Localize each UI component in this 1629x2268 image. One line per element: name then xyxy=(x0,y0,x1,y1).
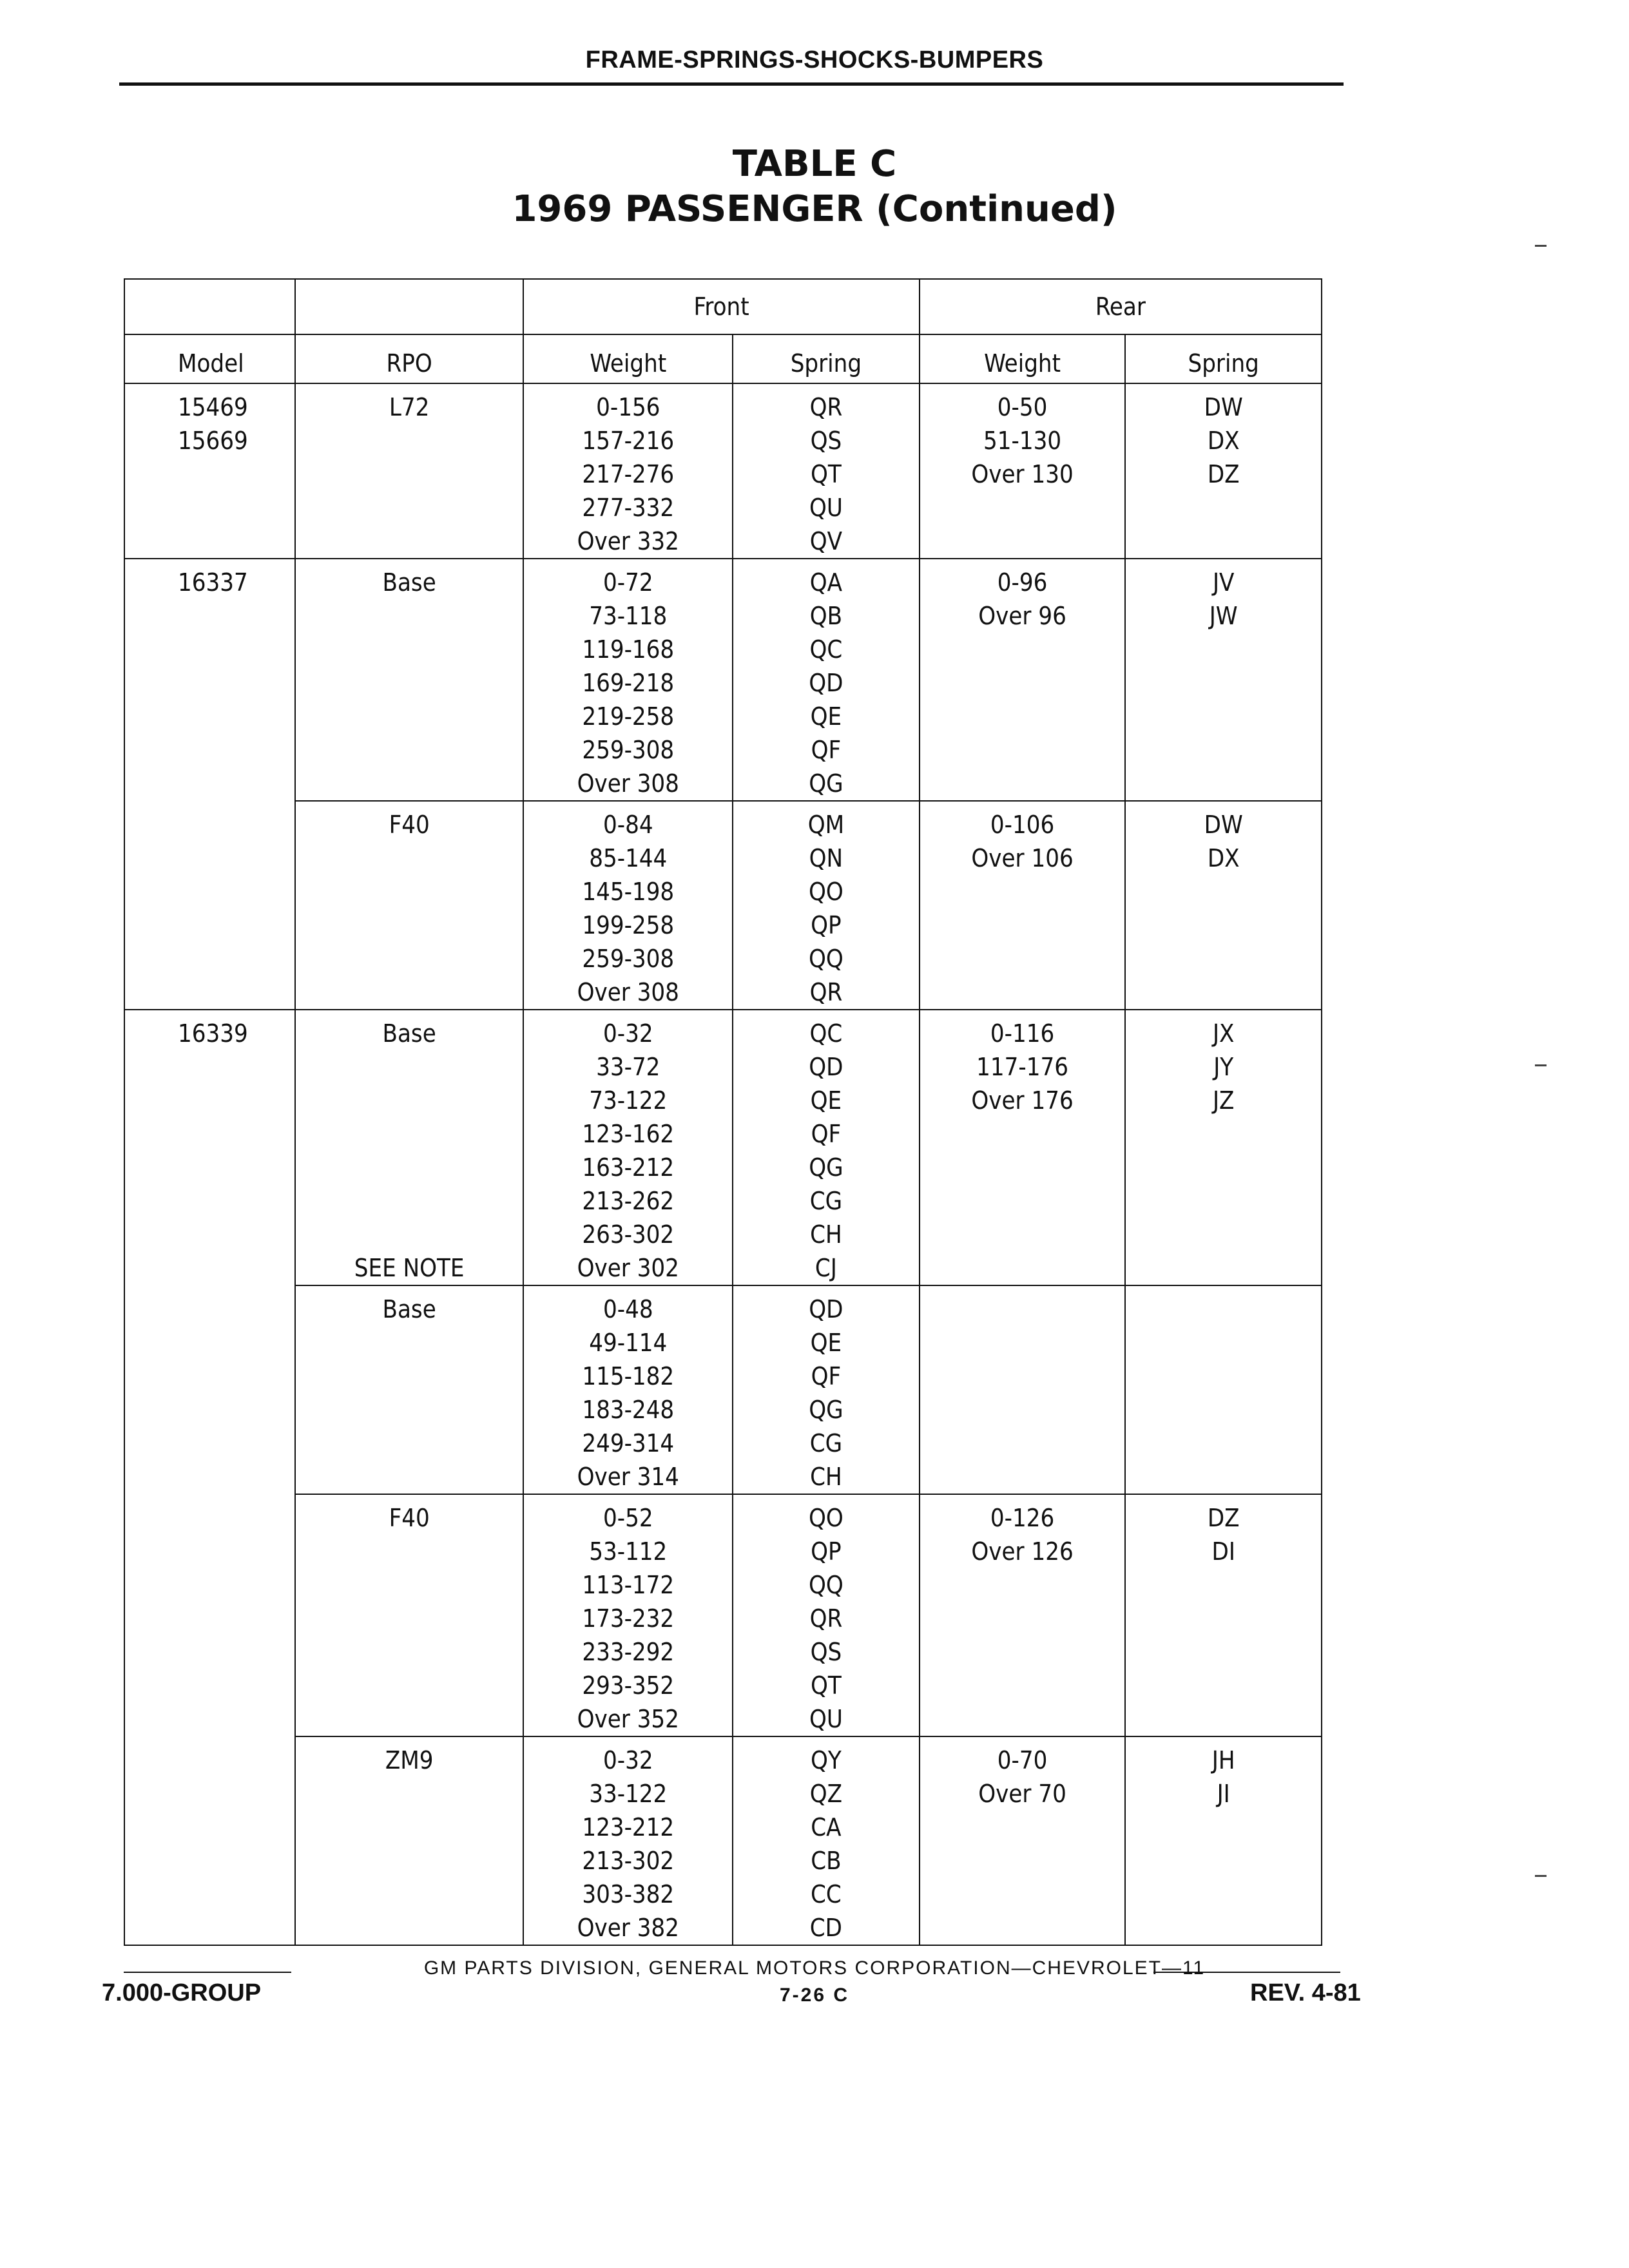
rpo-cell xyxy=(295,559,524,801)
front-spring-value: QD xyxy=(809,1053,843,1081)
front-weight-value: 213-262 xyxy=(582,1187,675,1215)
rpo-code xyxy=(296,1050,523,1084)
rear-weight-value: Over 70 xyxy=(978,1780,1066,1808)
rpo-cell xyxy=(295,1285,524,1494)
front-weight-cell xyxy=(523,383,733,559)
front-spring-value: QO xyxy=(809,878,843,906)
front-weight-value: Over 332 xyxy=(577,527,679,555)
front-weight-value: 73-118 xyxy=(589,602,668,630)
rear-spring-value: JI xyxy=(1217,1780,1230,1808)
rear-weight-value: Over 130 xyxy=(971,460,1074,488)
front-weight-value: 0-84 xyxy=(602,811,653,839)
front-weight-value: 169-218 xyxy=(582,669,675,697)
front-weight-cell xyxy=(523,1285,733,1494)
rpo-code: L72 xyxy=(389,393,430,421)
front-spring-value: QD xyxy=(809,1295,843,1323)
front-spring-value: QC xyxy=(809,1019,843,1048)
rpo-code xyxy=(296,1184,523,1218)
front-weight-value: 303-382 xyxy=(582,1880,675,1908)
front-weight-value: 233-292 xyxy=(582,1638,675,1666)
model-number: 16337 xyxy=(178,568,248,597)
front-weight-value: 0-32 xyxy=(602,1746,653,1774)
front-weight-value: Over 352 xyxy=(577,1705,679,1733)
front-spring-cell xyxy=(733,801,920,1010)
front-spring-cell xyxy=(733,383,920,559)
front-weight-value: 293-352 xyxy=(582,1671,675,1700)
spring-table xyxy=(124,278,1322,1946)
front-weight-value: 123-162 xyxy=(582,1120,675,1148)
front-spring-value: CB xyxy=(811,1847,842,1875)
rear-spring-cell xyxy=(1125,801,1322,1010)
front-spring-value: QE xyxy=(810,702,842,731)
table-row xyxy=(124,559,1322,801)
front-weight-value: 183-248 xyxy=(582,1396,675,1424)
front-spring-value: QM xyxy=(807,811,845,839)
rear-weight-value: Over 106 xyxy=(971,844,1074,872)
model-number: 15469 xyxy=(178,393,248,421)
rpo-code: ZM9 xyxy=(385,1746,434,1774)
rear-weight-cell xyxy=(920,1494,1126,1736)
front-spring-cell xyxy=(733,1494,920,1736)
front-weight-value: 0-52 xyxy=(602,1504,653,1532)
front-spring-value: QG xyxy=(809,1396,843,1424)
front-weight-cell xyxy=(523,1010,733,1285)
front-weight-value: 263-302 xyxy=(582,1220,675,1249)
front-weight-value: 163-212 xyxy=(582,1153,675,1182)
model-number: 16339 xyxy=(178,1019,248,1048)
rpo-code: SEE NOTE xyxy=(354,1254,465,1282)
front-spring-value: QF xyxy=(811,1362,842,1390)
front-weight-value: 157-216 xyxy=(582,427,675,455)
front-weight-value: 115-182 xyxy=(582,1362,675,1390)
front-weight-cell xyxy=(523,559,733,801)
header-blank-rpo xyxy=(295,279,524,334)
rpo-code: Base xyxy=(382,1295,436,1323)
rear-spring-value: DX xyxy=(1207,844,1240,872)
table-row xyxy=(124,1494,1322,1736)
front-weight-value: 199-258 xyxy=(582,911,675,939)
rear-spring-cell xyxy=(1125,559,1322,801)
front-spring-value: QP xyxy=(811,911,842,939)
front-spring-value: QV xyxy=(809,527,843,555)
front-weight-value: Over 302 xyxy=(577,1254,679,1282)
table-title-line-1: TABLE C xyxy=(732,143,897,185)
footer-revision: REV. 4-81 xyxy=(1250,1979,1361,2006)
section-header-title: FRAME-SPRINGS-SHOCKS-BUMPERS xyxy=(585,46,1044,73)
front-spring-value: CG xyxy=(809,1187,843,1215)
model-cell xyxy=(124,1010,295,1945)
front-spring-value: QF xyxy=(811,736,842,764)
rear-weight-value: 0-116 xyxy=(990,1019,1055,1048)
table-title xyxy=(0,142,1629,232)
front-weight-value: 0-32 xyxy=(602,1019,653,1048)
front-weight-value: 0-156 xyxy=(596,393,660,421)
table-row xyxy=(124,1736,1322,1945)
rear-weight-value: 0-126 xyxy=(990,1504,1055,1532)
rear-weight-cell xyxy=(920,1285,1126,1494)
rpo-code: F40 xyxy=(389,811,430,839)
rpo-cell xyxy=(295,1494,524,1736)
rpo-cell xyxy=(295,801,524,1010)
front-spring-value: QD xyxy=(809,669,843,697)
front-spring-cell xyxy=(733,1285,920,1494)
front-spring-value: QN xyxy=(809,844,843,872)
table-row xyxy=(124,1010,1322,1285)
rear-weight-value: Over 176 xyxy=(971,1086,1074,1115)
front-weight-value: 85-144 xyxy=(589,844,668,872)
front-weight-value: 119-168 xyxy=(582,635,675,664)
rear-spring-value: JW xyxy=(1209,602,1238,630)
front-weight-value: 219-258 xyxy=(582,702,675,731)
rear-weight-cell xyxy=(920,559,1126,801)
rpo-code xyxy=(296,1151,523,1184)
rear-weight-cell xyxy=(920,1736,1126,1945)
table-row xyxy=(124,1285,1322,1494)
front-spring-value: CG xyxy=(809,1429,843,1457)
rear-spring-value: DI xyxy=(1211,1537,1235,1566)
rear-spring-value: DW xyxy=(1204,811,1243,839)
rear-spring-cell xyxy=(1125,1010,1322,1285)
front-spring-value: QR xyxy=(809,978,843,1006)
footer-page-number: 7-26 C xyxy=(779,1984,850,2006)
front-weight-cell xyxy=(523,1494,733,1736)
front-spring-cell xyxy=(733,1736,920,1945)
rear-spring-value: JZ xyxy=(1212,1086,1235,1115)
front-spring-value: QU xyxy=(809,1705,843,1733)
rpo-code: Base xyxy=(382,568,436,597)
rear-spring-value: DW xyxy=(1204,393,1243,421)
model-cell xyxy=(124,383,295,559)
rear-spring-value: DX xyxy=(1207,427,1240,455)
rear-weight-value: 51-130 xyxy=(983,427,1062,455)
front-spring-value: QG xyxy=(809,769,843,798)
rpo-code xyxy=(296,1084,523,1117)
header-rear: Rear xyxy=(920,279,1322,334)
front-spring-value: QS xyxy=(810,427,842,455)
front-weight-value: 145-198 xyxy=(582,878,675,906)
front-weight-value: 213-302 xyxy=(582,1847,675,1875)
rear-weight-value: Over 126 xyxy=(971,1537,1074,1566)
rear-spring-cell xyxy=(1125,383,1322,559)
front-spring-value: QF xyxy=(811,1120,842,1148)
front-spring-value: CJ xyxy=(815,1254,837,1282)
front-weight-value: 33-122 xyxy=(589,1780,668,1808)
rear-weight-value: 0-70 xyxy=(997,1746,1048,1774)
header-front: Front xyxy=(523,279,919,334)
front-spring-value: QR xyxy=(809,1604,843,1633)
front-spring-value: QY xyxy=(811,1746,842,1774)
rpo-cell xyxy=(295,1010,524,1285)
front-spring-value: QT xyxy=(811,460,842,488)
front-spring-value: QE xyxy=(810,1086,842,1115)
front-spring-value: QP xyxy=(811,1537,842,1566)
front-weight-value: 277-332 xyxy=(582,494,675,522)
rpo-code: F40 xyxy=(389,1504,430,1532)
table-row xyxy=(124,801,1322,1010)
front-weight-value: Over 308 xyxy=(577,769,679,798)
rear-weight-value: Over 96 xyxy=(978,602,1066,630)
rear-spring-cell xyxy=(1125,1736,1322,1945)
header-front-weight: Weight xyxy=(523,334,733,383)
front-spring-cell xyxy=(733,559,920,801)
rear-weight-value: 0-96 xyxy=(997,568,1048,597)
front-weight-value: Over 314 xyxy=(577,1463,679,1491)
margin-mark xyxy=(1535,245,1547,247)
front-weight-value: 249-314 xyxy=(582,1429,675,1457)
front-spring-value: QR xyxy=(809,393,843,421)
front-spring-value: QQ xyxy=(809,945,843,973)
front-spring-value: CH xyxy=(810,1463,842,1491)
rear-spring-value: JX xyxy=(1212,1019,1235,1048)
front-spring-value: QT xyxy=(811,1671,842,1700)
front-weight-value: 53-112 xyxy=(589,1537,668,1566)
front-weight-value: 73-122 xyxy=(589,1086,668,1115)
front-spring-value: QC xyxy=(809,635,843,664)
front-spring-value: QZ xyxy=(809,1780,843,1808)
front-weight-value: 123-212 xyxy=(582,1813,675,1841)
front-weight-cell xyxy=(523,801,733,1010)
front-spring-value: CH xyxy=(810,1220,842,1249)
margin-mark xyxy=(1535,1064,1547,1066)
table-title-line-2: 1969 PASSENGER (Continued) xyxy=(512,188,1117,230)
front-spring-value: CC xyxy=(811,1880,842,1908)
rear-spring-value: JH xyxy=(1211,1746,1235,1774)
footer-group: 7.000-GROUP xyxy=(102,1979,262,2006)
table-row xyxy=(124,383,1322,559)
rear-weight-value: 117-176 xyxy=(976,1053,1068,1081)
rear-weight-value: 0-50 xyxy=(997,393,1048,421)
front-weight-value: 173-232 xyxy=(582,1604,675,1633)
footer-publisher: GM PARTS DIVISION, GENERAL MOTORS CORPORATION—CHEVROLET—11 xyxy=(423,1957,1206,1979)
front-weight-value: 259-308 xyxy=(582,736,675,764)
header-rule xyxy=(119,82,1344,86)
front-spring-value: QG xyxy=(809,1153,843,1182)
rear-spring-cell xyxy=(1125,1285,1322,1494)
rear-weight-value: 0-106 xyxy=(990,811,1055,839)
front-weight-value: 0-72 xyxy=(602,568,653,597)
front-weight-value: 49-114 xyxy=(589,1329,668,1357)
header-front-spring: Spring xyxy=(733,334,920,383)
model-cell xyxy=(124,559,295,1010)
front-spring-value: QU xyxy=(809,494,843,522)
front-weight-value: 33-72 xyxy=(596,1053,660,1081)
rear-weight-cell xyxy=(920,1010,1126,1285)
front-spring-value: QE xyxy=(810,1329,842,1357)
margin-mark xyxy=(1535,1875,1547,1877)
front-spring-value: QS xyxy=(810,1638,842,1666)
front-weight-value: 113-172 xyxy=(582,1571,675,1599)
table-body xyxy=(124,383,1322,1945)
front-spring-value: QB xyxy=(809,602,843,630)
rear-spring-value: DZ xyxy=(1207,1504,1240,1532)
model-number: 15669 xyxy=(178,427,248,455)
front-weight-value: 0-48 xyxy=(602,1295,653,1323)
header-model: Model xyxy=(124,334,295,383)
front-spring-value: CD xyxy=(809,1914,843,1942)
rear-spring-value: DZ xyxy=(1207,460,1240,488)
rpo-code xyxy=(296,1117,523,1151)
front-spring-value: QA xyxy=(809,568,843,597)
front-weight-value: Over 308 xyxy=(577,978,679,1006)
rpo-cell xyxy=(295,383,524,559)
rpo-code: Base xyxy=(382,1019,436,1048)
rear-spring-value: JY xyxy=(1213,1053,1234,1081)
rpo-cell xyxy=(295,1736,524,1945)
rear-spring-cell xyxy=(1125,1494,1322,1736)
front-spring-value: CA xyxy=(811,1813,842,1841)
front-weight-cell xyxy=(523,1736,733,1945)
front-weight-value: 217-276 xyxy=(582,460,675,488)
header-blank-model xyxy=(124,279,295,334)
front-weight-value: Over 382 xyxy=(577,1914,679,1942)
header-rear-weight: Weight xyxy=(920,334,1126,383)
header-rear-spring: Spring xyxy=(1125,334,1322,383)
header-rpo: RPO xyxy=(295,334,524,383)
rear-weight-cell xyxy=(920,801,1126,1010)
front-spring-value: QO xyxy=(809,1504,843,1532)
front-spring-value: QQ xyxy=(809,1571,843,1599)
rpo-code xyxy=(296,1218,523,1251)
rear-weight-cell xyxy=(920,383,1126,559)
front-weight-value: 259-308 xyxy=(582,945,675,973)
front-spring-cell xyxy=(733,1010,920,1285)
rear-spring-value: JV xyxy=(1212,568,1235,597)
